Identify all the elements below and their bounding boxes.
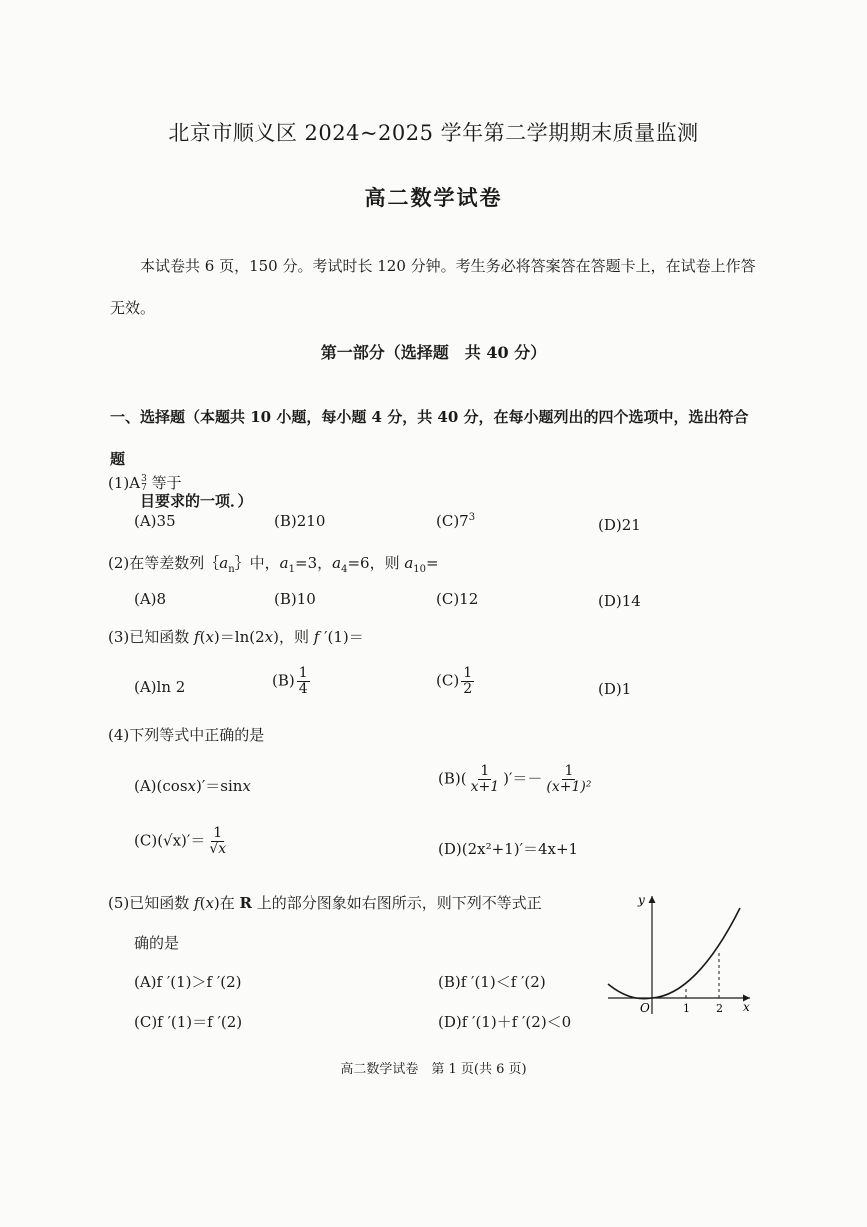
question-5-option-b: (B)f ′(1)＜f ′(2)	[438, 973, 546, 991]
question-4-option-d: (D)(2x²+1)′＝4x+1	[438, 840, 579, 858]
question-5-stem-line-2: 确的是	[134, 934, 180, 952]
question-1-option-b: (B)210	[274, 512, 326, 530]
section-line-1: 一、选择题（本题共 10 小题，每小题 4 分，共 40 分，在每小题列出的四个选项中，选出符合题	[110, 408, 749, 468]
question-2-option-a: (A)8	[134, 590, 167, 608]
section-line-2: 目要求的一项．）	[140, 492, 253, 510]
question-5-option-a: (A)f ′(1)＞f ′(2)	[134, 973, 242, 991]
page-footer: 高二数学试卷 第 1 页(共 6 页)	[340, 1062, 527, 1077]
question-4-option-c: (C)(√x)′＝ $\frac{1}{√x}$	[134, 825, 227, 857]
question-4-option-b: (B)( $\frac{1}{x+1}$ )′＝－ $\frac{1}{\text{(x+1)²}}$	[438, 763, 592, 795]
tick-label-1: 1	[683, 1002, 690, 1015]
question-3-option-b: (B) $\frac{1}{4}$	[272, 665, 308, 697]
question-3-option-c: (C) $\frac{1}{2}$	[436, 665, 473, 697]
question-5-option-d: (D)f ′(1)＋f ′(2)＜0	[438, 1013, 572, 1031]
exam-subtitle: 高二数学试卷	[364, 185, 503, 210]
x-axis-label: x	[743, 1000, 750, 1014]
part-one-title: 第一部分（选择题 共 40 分）	[320, 343, 547, 362]
origin-label: O	[640, 1001, 650, 1015]
question-2-stem: (2)在等差数列$\{a_n\}$中，$a_1=3$，$a_4=6$，则 $a_{10}=$	[108, 554, 439, 575]
question-2-option-c: (C)12	[436, 590, 479, 608]
question-2-option-d: (D)14	[598, 592, 641, 610]
question-4-option-a: (A)(cosx)′＝sinx	[134, 777, 251, 795]
question-3-option-d: (D)1	[598, 680, 632, 698]
section-instructions	[110, 396, 755, 522]
tick-label-2: 2	[716, 1002, 723, 1015]
question-4-stem: (4)下列等式中正确的是	[108, 726, 265, 744]
y-axis-label: y	[638, 893, 645, 907]
question-3-option-a: (A)ln 2	[134, 678, 186, 696]
question-1-option-c: $(C)7^3$	[436, 512, 476, 530]
question-2-option-b: (B)10	[274, 590, 316, 608]
function-graph	[600, 888, 760, 1018]
question-1-stem: (1)A 3 7 等于	[108, 474, 182, 493]
question-1-option-a: (A)35	[134, 512, 176, 530]
question-3-stem: (3)已知函数 f(x)＝ln(2x)，则 f ′(1)＝	[108, 628, 364, 646]
question-5-stem-line-1: (5)已知函数 f(x)在 R 上的部分图象如右图所示，则下列不等式正	[108, 894, 542, 912]
function-curve	[608, 908, 740, 999]
exam-title: 北京市顺义区 2024~2025 学年第二学期期末质量监测	[168, 121, 699, 145]
question-1-option-d: (D)21	[598, 516, 641, 534]
question-5-option-c: (C)f ′(1)＝f ′(2)	[134, 1013, 243, 1031]
exam-notice: 本试卷共 6 页，150 分。考试时长 120 分钟。考生务必将答案答在答题卡上，在试卷上作答无效。	[110, 257, 756, 317]
